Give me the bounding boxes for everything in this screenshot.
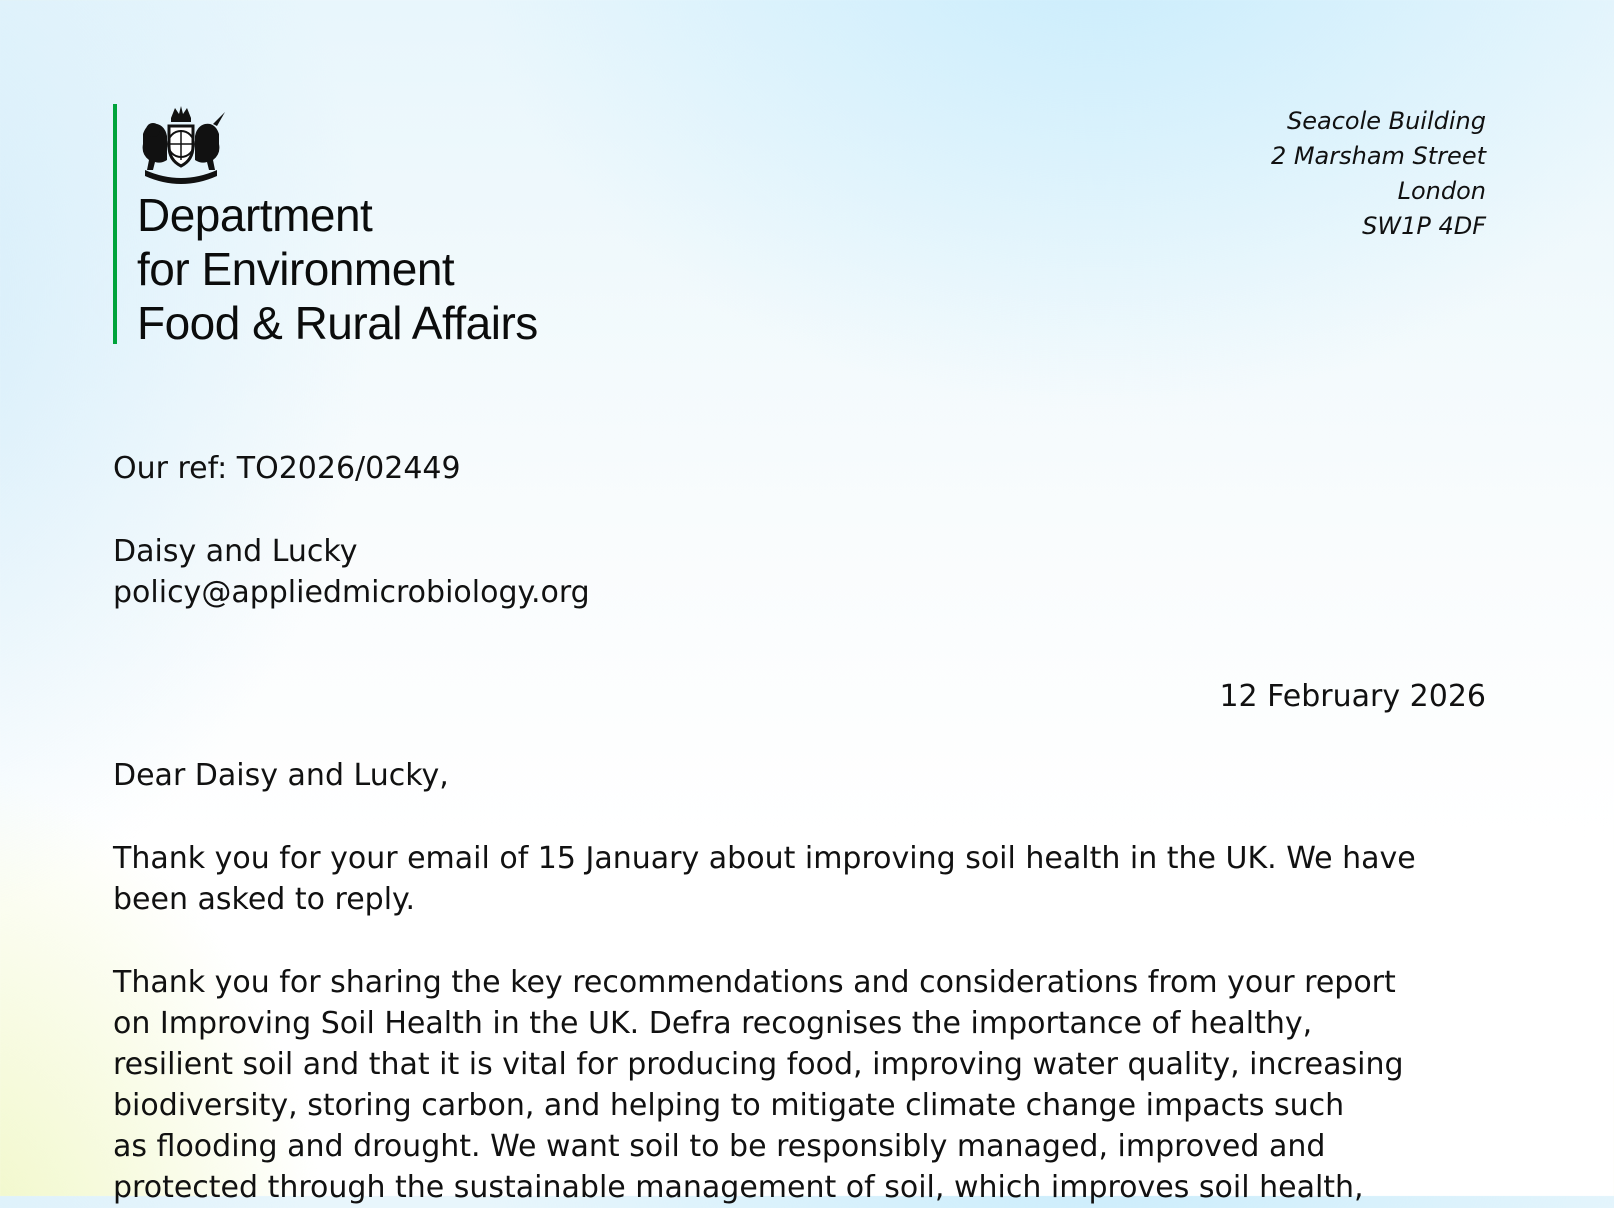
paragraph-line: protected through the sustainable management of soil, which improves soil health, [113,1170,1364,1205]
recipient-block [113,531,590,613]
department-name-line: Food & Rural Affairs [137,297,538,349]
salutation: Dear Daisy and Lucky, [113,758,449,793]
recipient-name: Daisy and Lucky [113,534,358,569]
body-paragraph [113,838,1493,920]
paragraph-line: resilient soil and that it is vital for producing food, improving water quality, increasing [113,1047,1404,1082]
body-paragraph [113,962,1493,1208]
department-name-line: for Environment [137,243,455,295]
sender-address [1271,104,1486,244]
paragraph-line: been asked to reply. [113,882,416,917]
paragraph-line: biodiversity, storing carbon, and helping to mitigate climate change impacts such [113,1088,1345,1123]
department-name-line: Department [137,189,373,241]
address-line: SW1P 4DF [1362,212,1486,240]
logo-green-bar [113,104,117,344]
address-line: London [1397,177,1486,205]
paragraph-line: on Improving Soil Health in the UK. Defra recognises the importance of healthy, [113,1006,1313,1041]
paragraph-line: as flooding and drought. We want soil to be responsibly managed, improved and [113,1129,1326,1164]
address-line: Seacole Building [1286,107,1486,135]
paragraph-line: Thank you for sharing the key recommendations and considerations from your report [113,965,1396,1000]
our-reference: Our ref: TO2026/02449 [113,451,461,486]
paragraph-line: Thank you for your email of 15 January about improving soil health in the UK. We have [113,841,1416,876]
department-name [137,188,538,350]
royal-coat-of-arms-icon [133,104,229,184]
recipient-email: policy@appliedmicrobiology.org [113,575,590,610]
address-line: 2 Marsham Street [1270,142,1486,170]
letter-date: 12 February 2026 [1219,679,1486,714]
